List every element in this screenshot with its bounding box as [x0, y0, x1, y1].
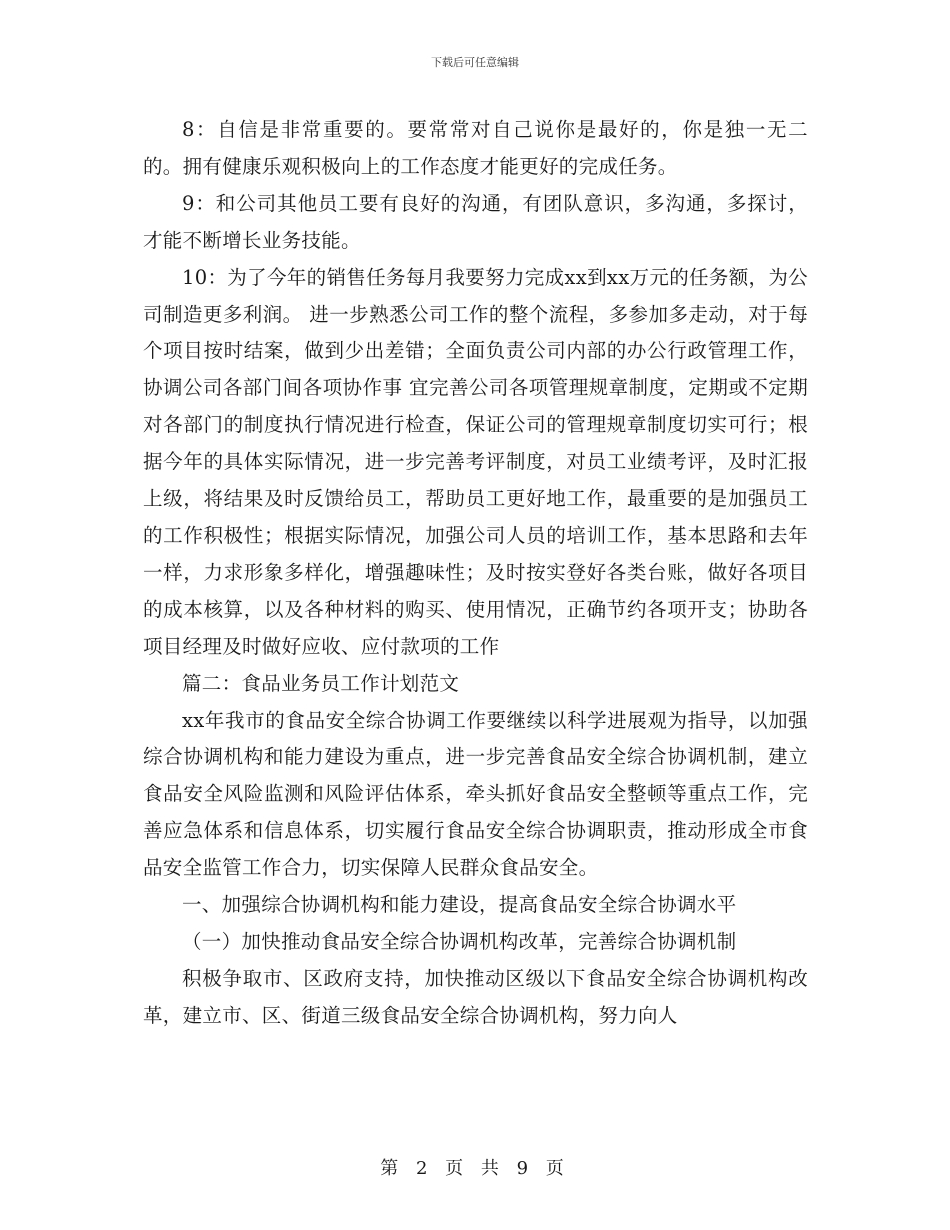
paragraph-item-10: 10：为了今年的销售任务每月我要努力完成xx到xx万元的任务额，为公司制造更多利润。 进一步熟悉公司工作的整个流程，多参加多走动，对于每个项目按时结案，做到少出差错；全面负责公司内部的办公行政管理工作，协调公司各部门间各项协作事 宜完善公司各项管理规章制度，定期或不定期对各部门的制度执行情况进行检查，保证公司的管理规章制度切实可行；根据今年的具体实际情况，进一步完善考评制度，对员工业绩考评，及时汇报上级，将结果及时反馈给员工，帮助员工更好地工作，最重要的是加强员工的工作积极性；根据实际情况，加强公司人员的培训工作，基本思路和去年一样，力求形象多样化，增强趣味性；及时按实登好各类台账，做好各项目的成本核算，以及各种材料的购买、使用情况，正确节约各项开支；协助各项目经理及时做好应收、应付款项的工作 — [143, 265, 808, 658]
page-footer: 第 2 页 共 9 页 — [380, 1158, 570, 1179]
page-header: 下载后可任意编辑 — [431, 56, 519, 69]
section-heading-one: 一、加强综合协调机构和能力建设，提高食品安全综合协调水平 — [182, 893, 737, 917]
paragraph-item-9: 9：和公司其他员工要有良好的沟通，有团队意识，多沟通，多探讨，才能不断增长业务技能。 — [143, 191, 808, 252]
paragraph-item-8: 8：自信是非常重要的。要常常对自己说你是最好的，你是独一无二的。拥有健康乐观积极向上的工作态度才能更好的完成任务。 — [143, 118, 808, 178]
section-heading-part-two: 篇二：食品业务员工作计划范文 — [182, 671, 460, 695]
paragraph-intro: xx年我市的食品安全综合协调工作要继续以科学进展观为指导，以加强综合协调机构和能力建设为重点，进一步完善食品安全综合协调机制，建立食品安全风险监测和风险评估体系，牵头抓好食品安全整顿等重点工作，完善应急体系和信息体系，切实履行食品安全综合协调职责，推动形成全市食品安全监管工作合力，切实保障人民群众食品安全。 — [143, 708, 808, 880]
document-body — [143, 112, 808, 1035]
paragraph-body: 积极争取市、区政府支持，加快推动区级以下食品安全综合协调机构改革，建立市、区、街道三级食品安全综合协调机构，努力向人 — [143, 966, 808, 1027]
subsection-heading-one: （一）加快推动食品安全综合协调机构改革，完善综合协调机制 — [182, 929, 737, 953]
